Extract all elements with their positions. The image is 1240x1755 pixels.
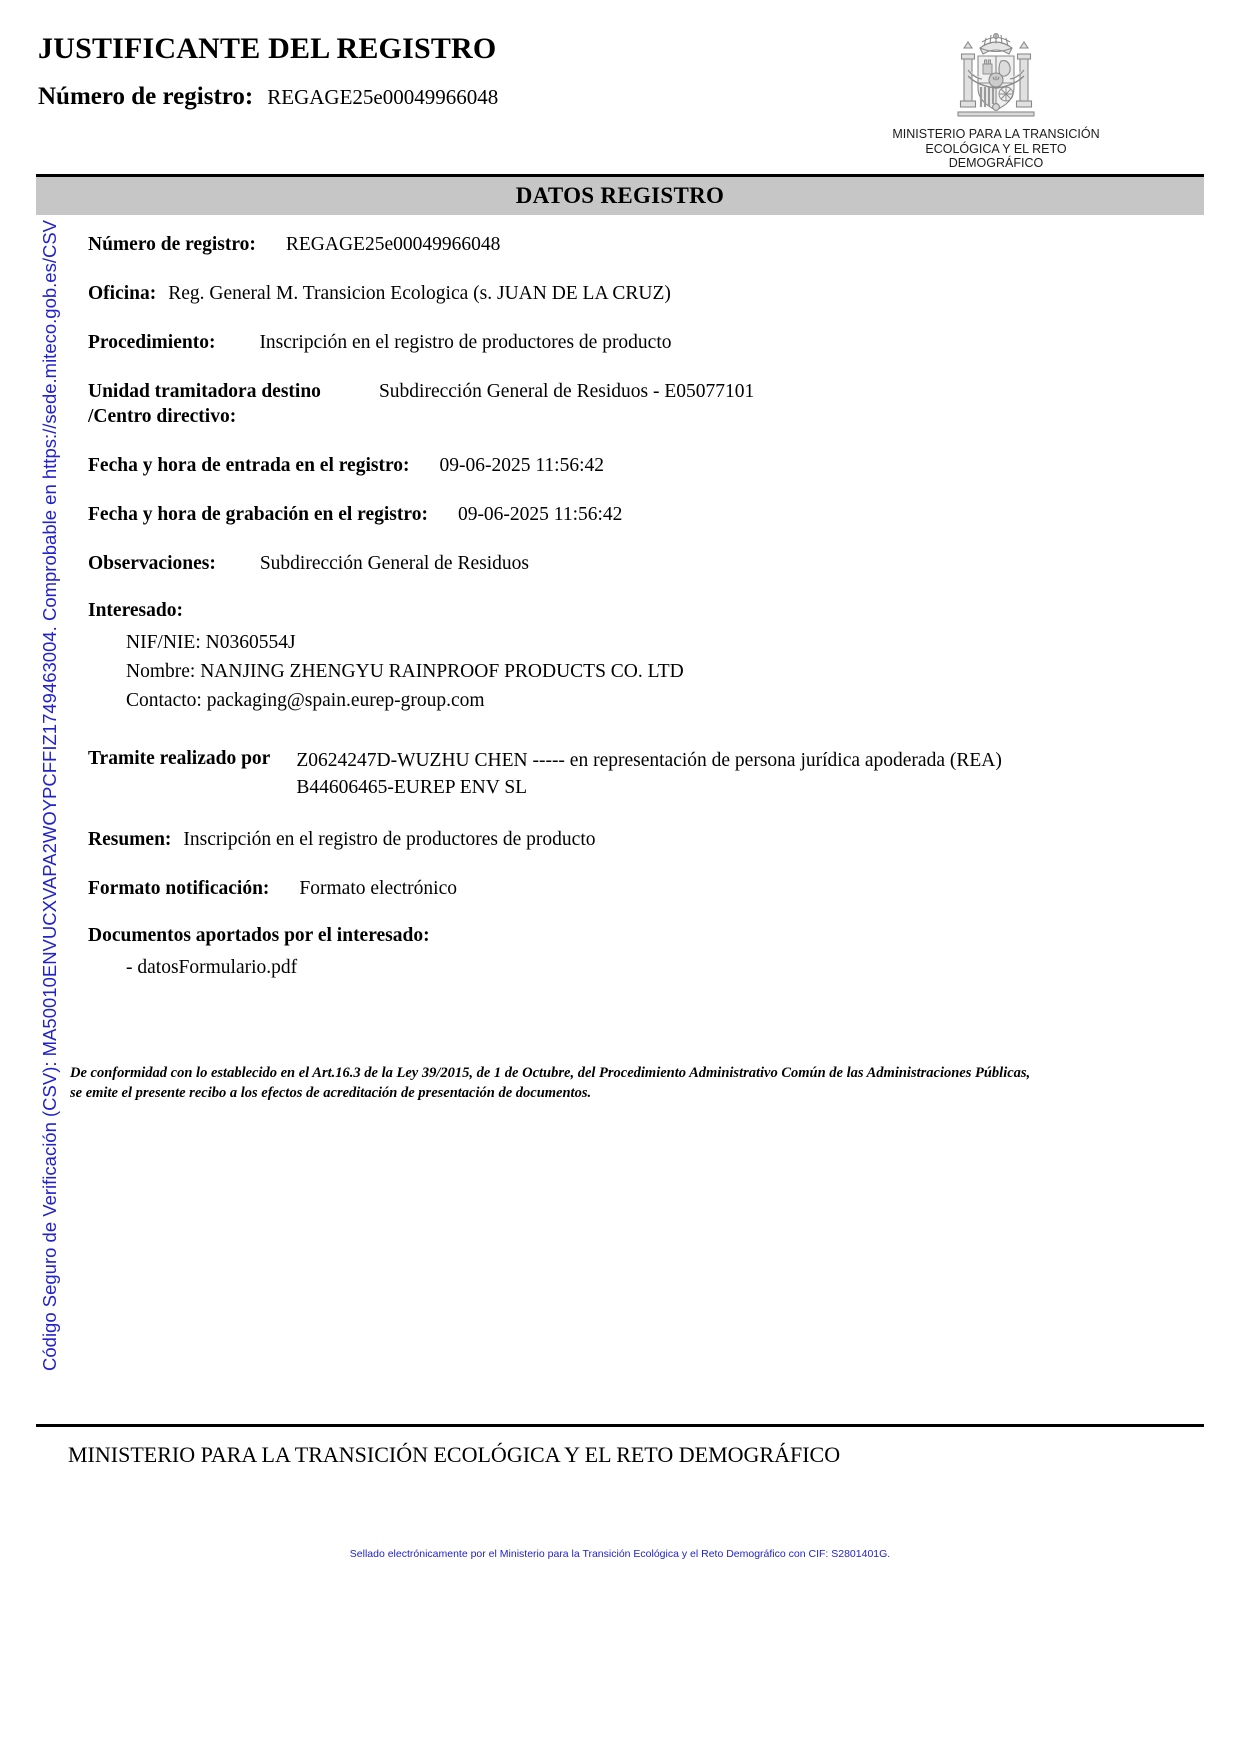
field-oficina-value: Reg. General M. Transicion Ecologica (s. JUAN DE LA CRUZ) — [168, 283, 671, 304]
field-documentos-label: Documentos aportados por el interesado: — [88, 925, 430, 946]
legal-note-line1: De conformidad con lo establecido en el Art.16.3 de la Ley 39/2015, de 1 de Octubre, del Procedimiento Administrativo Común de las Administraciones Públicas, — [70, 1065, 1031, 1081]
ministry-caption-line3: DEMOGRÁFICO — [948, 156, 1044, 170]
field-oficina — [88, 281, 1198, 306]
registry-data-list — [88, 232, 1198, 1006]
field-unidad-tramitadora-label-2: /Centro directivo: — [88, 406, 237, 427]
field-fecha-entrada-label: Fecha y hora de entrada en el registro: — [88, 455, 410, 476]
header-registry-number-value: REGAGE25e00049966048 — [267, 85, 499, 109]
field-unidad-tramitadora-label: Unidad tramitadora destino — [88, 381, 321, 402]
field-unidad-tramitadora-value: Subdirección General de Residuos - E05077101 — [378, 381, 755, 402]
field-observaciones-value: Subdirección General de Residuos — [259, 553, 529, 574]
tramite-line1: Z0624247D-WUZHU CHEN ----- en representación de persona jurídica apoderada (REA) — [296, 750, 1002, 771]
field-fecha-entrada — [88, 453, 1198, 478]
ministry-logo-block — [800, 28, 1192, 171]
field-unidad-tramitadora — [88, 379, 1198, 429]
header-registry-number-label: Número de registro: — [38, 83, 254, 110]
interesado-contacto: Contacto: packaging@spain.eurep-group.com — [126, 690, 485, 711]
field-tramite-values — [296, 747, 1002, 801]
field-tramite-realizado-por — [88, 747, 1198, 801]
field-numero-registro-value: REGAGE25e00049966048 — [285, 234, 501, 255]
section-banner-title: DATOS REGISTRO — [515, 183, 725, 208]
field-interesado — [88, 600, 1198, 715]
ministry-caption — [800, 127, 1192, 171]
field-procedimiento-value: Inscripción en el registro de productores de producto — [259, 332, 672, 353]
spain-coat-of-arms-icon — [950, 28, 1042, 124]
electronic-seal-text: Sellado electrónicamente por el Ministerio para la Transición Ecológica y el Reto Demográfico con CIF: S2801401G. — [349, 1548, 891, 1560]
header-registry-number — [38, 83, 498, 111]
field-observaciones — [88, 551, 1198, 576]
csv-verification-sidebar: Código Seguro de Verificación (CSV): MA50010ENVUCXVAPA2WOYPCFFIZ1749463004. Comprobable en https://sede.miteco.gob.es/CSV — [39, 219, 60, 1371]
field-fecha-entrada-value: 09-06-2025 11:56:42 — [439, 455, 604, 476]
field-documentos-aportados — [88, 925, 1198, 982]
field-resumen-label: Resumen: — [88, 829, 172, 850]
field-fecha-grabacion-value: 09-06-2025 11:56:42 — [457, 504, 623, 525]
field-numero-registro — [88, 232, 1198, 257]
section-banner — [36, 177, 1204, 215]
field-formato-notificacion — [88, 876, 1198, 901]
field-fecha-grabacion-label: Fecha y hora de grabación en el registro: — [88, 504, 428, 525]
field-procedimiento-label: Procedimiento: — [88, 332, 216, 353]
field-oficina-label: Oficina: — [88, 283, 157, 304]
tramite-line2: B44606465-EUREP ENV SL — [296, 777, 528, 798]
field-procedimiento — [88, 330, 1198, 355]
interesado-nif: NIF/NIE: N0360554J — [126, 632, 296, 653]
footer-ministry-title: MINISTERIO PARA LA TRANSICIÓN ECOLÓGICA Y EL RETO DEMOGRÁFICO — [68, 1442, 841, 1467]
legal-note — [70, 1063, 1200, 1103]
field-observaciones-label: Observaciones: — [88, 553, 216, 574]
interesado-nombre: Nombre: NANJING ZHENGYU RAINPROOF PRODUCTS CO. LTD — [126, 661, 684, 682]
field-numero-registro-label: Número de registro: — [88, 234, 256, 255]
field-resumen — [88, 827, 1198, 852]
legal-note-line2: se emite el presente recibo a los efectos de acreditación de presentación de documentos. — [70, 1085, 592, 1101]
field-formato-value: Formato electrónico — [299, 878, 457, 899]
field-tramite-label: Tramite realizado por — [88, 748, 271, 769]
ministry-caption-line2: ECOLÓGICA Y EL RETO — [925, 141, 1067, 156]
footer-divider — [36, 1424, 1204, 1427]
page-title: JUSTIFICANTE DEL REGISTRO — [38, 32, 497, 65]
field-fecha-grabacion — [88, 502, 1198, 527]
field-formato-label: Formato notificación: — [88, 878, 270, 899]
field-interesado-label: Interesado: — [88, 600, 183, 621]
documento-item: - datosFormulario.pdf — [126, 957, 298, 978]
field-resumen-value: Inscripción en el registro de productores de producto — [183, 829, 596, 850]
ministry-caption-line1: MINISTERIO PARA LA TRANSICIÓN — [892, 127, 1100, 141]
